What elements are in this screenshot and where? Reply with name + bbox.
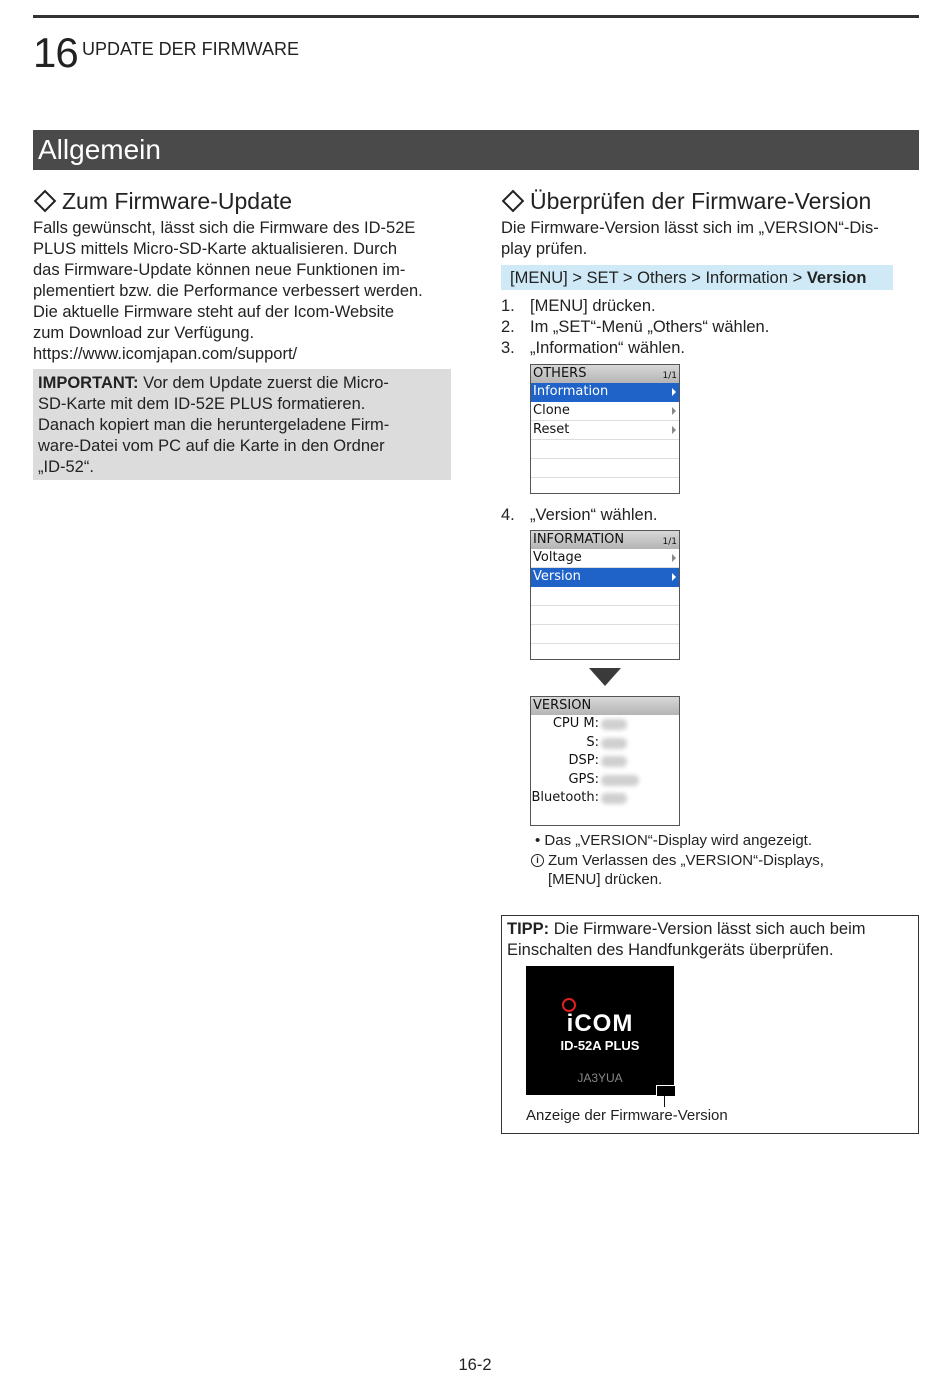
lcd-empty-row: [531, 606, 679, 625]
paragraph-line: plementiert bzw. die Performance verbessert werden.: [33, 282, 423, 300]
header-rule: [33, 15, 919, 18]
chevron-right-icon: [672, 407, 676, 415]
chapter-number: 16: [33, 29, 78, 76]
blurred-value: [601, 756, 627, 767]
lcd-item-label: Information: [533, 384, 609, 399]
chevron-right-icon: [672, 573, 676, 581]
blurred-value: [601, 793, 627, 804]
intro-line: play prüfen.: [501, 240, 588, 258]
version-label: CPU M:: [552, 716, 599, 731]
arrow-down-icon: [589, 668, 621, 686]
right-heading-text: Überprüfen der Firmware-Version: [530, 188, 872, 214]
chapter-title: UPDATE DER FIRMWARE: [82, 39, 300, 59]
lcd-title: VERSION: [533, 698, 592, 713]
info-icon: i: [531, 854, 544, 867]
lcd-menu-item-voltage[interactable]: [531, 549, 679, 568]
step-text: [MENU] drücken.: [530, 297, 656, 315]
step-number: 2.: [501, 318, 515, 336]
tipp-line: Die Firmware-Version lässt sich auch beim: [549, 920, 866, 938]
lcd-page-indicator: 1/1: [662, 537, 677, 547]
step-number: 4.: [501, 506, 515, 524]
version-screen: [530, 696, 680, 826]
lcd-empty-row: [531, 587, 679, 606]
step-text: Im „SET“-Menü „Others“ wählen.: [530, 318, 770, 336]
step-2: [501, 317, 769, 338]
diamond-bullet-icon: [34, 190, 57, 213]
important-line: Danach kopiert man die heruntergeladene Firm-: [38, 416, 390, 434]
splash-caption: Anzeige der Firmware-Version: [526, 1107, 728, 1124]
section-banner-title: Allgemein: [38, 134, 161, 165]
step-1: [501, 296, 656, 317]
version-row-s: [531, 734, 679, 753]
important-line: SD-Karte mit dem ID-52E PLUS formatieren.: [38, 395, 366, 413]
intro-line: Die Firmware-Version lässt sich im „VERSION“-Dis-: [501, 219, 879, 237]
lcd-title: OTHERS: [533, 366, 587, 381]
lcd-menu-item-clone[interactable]: [531, 402, 679, 421]
lcd-item-label: Reset: [533, 422, 570, 437]
paragraph-line: das Firmware-Update können neue Funktionen im-: [33, 261, 406, 279]
note-bullet: • Das „VERSION“-Display wird angezeigt.: [535, 832, 813, 849]
note-text: [MENU] drücken.: [548, 871, 663, 888]
lcd-item-label: Version: [533, 569, 581, 584]
version-row-gps: [531, 771, 679, 790]
paragraph-line: zum Download zur Verfügung.: [33, 324, 255, 342]
tipp-text: [507, 919, 866, 961]
lcd-menu-item-version[interactable]: [531, 568, 679, 587]
blurred-value: [601, 719, 627, 730]
version-row-cpu-m: [531, 715, 679, 734]
blurred-value: [601, 738, 627, 749]
diamond-bullet-icon: [502, 190, 525, 213]
lcd-empty-row: [531, 440, 679, 459]
paragraph-line: PLUS mittels Micro-SD-Karte aktualisieren. Durch: [33, 240, 398, 258]
left-heading: [33, 187, 292, 215]
others-screen: [530, 364, 680, 494]
firmware-version-badge: [656, 1085, 676, 1097]
step-number: 3.: [501, 339, 515, 357]
lcd-empty-row: [531, 459, 679, 478]
version-label: S:: [586, 734, 599, 750]
version-row-dsp: [531, 752, 679, 771]
version-label: DSP:: [568, 753, 599, 768]
important-text: [38, 373, 389, 478]
important-label: IMPORTANT:: [38, 374, 139, 392]
menu-path: [510, 266, 866, 290]
important-line: ware-Datei vom PC auf die Karte in den Ordner: [38, 437, 385, 455]
step-number: 1.: [501, 297, 515, 315]
lcd-title: INFORMATION: [533, 532, 625, 547]
right-intro: [501, 218, 879, 260]
chevron-right-icon: [672, 426, 676, 434]
splash-callsign: JA3YUA: [577, 1071, 623, 1085]
lcd-menu-item-reset[interactable]: [531, 421, 679, 440]
lcd-item-label: Clone: [533, 403, 570, 418]
menu-path-final: Version: [806, 269, 867, 287]
menu-path-text: [MENU] > SET > Others > Information >: [510, 269, 807, 287]
paragraph-line: Falls gewünscht, lässt sich die Firmware des ID-52E: [33, 219, 416, 237]
note-text: Zum Verlassen des „VERSION“-Displays,: [548, 852, 824, 869]
step-4: [501, 505, 657, 526]
lcd-title-bar: [531, 531, 679, 549]
right-heading: [501, 187, 871, 215]
lcd-title-bar: [531, 365, 679, 383]
important-line: „ID-52“.: [38, 458, 94, 476]
chevron-right-icon: [672, 554, 676, 562]
tipp-line: Einschalten des Handfunkgeräts überprüfen.: [507, 941, 834, 959]
lcd-empty-row: [531, 625, 679, 644]
left-heading-text: Zum Firmware-Update: [62, 188, 293, 214]
version-label: GPS:: [568, 771, 599, 787]
blurred-value: [601, 775, 639, 786]
information-screen: [530, 530, 680, 660]
tipp-label: TIPP:: [507, 920, 550, 938]
lcd-page-indicator: 1/1: [662, 371, 677, 381]
lcd-menu-item-information[interactable]: [531, 383, 679, 402]
paragraph-line: Die aktuelle Firmware steht auf der Icom-Website: [33, 303, 394, 321]
icom-logo: iCOM: [566, 1010, 634, 1037]
version-label: Bluetooth:: [531, 790, 599, 805]
step-text: „Information“ wählen.: [530, 339, 685, 357]
version-row-bluetooth: [531, 789, 679, 808]
lcd-item-label: Voltage: [533, 550, 582, 565]
splash-model-name: ID-52A PLUS: [560, 1038, 640, 1053]
step-text: „Version“ wählen.: [530, 506, 658, 524]
step-3: [501, 338, 685, 359]
support-url: https://www.icomjapan.com/support/: [33, 345, 298, 363]
left-paragraph: [33, 218, 423, 365]
page-number: 16-2: [458, 1356, 492, 1374]
note-info: [531, 851, 824, 871]
important-line: Vor dem Update zuerst die Micro-: [138, 374, 389, 392]
chevron-right-icon: [672, 388, 676, 396]
lcd-title-bar: [531, 697, 679, 715]
section-banner: [33, 130, 919, 170]
